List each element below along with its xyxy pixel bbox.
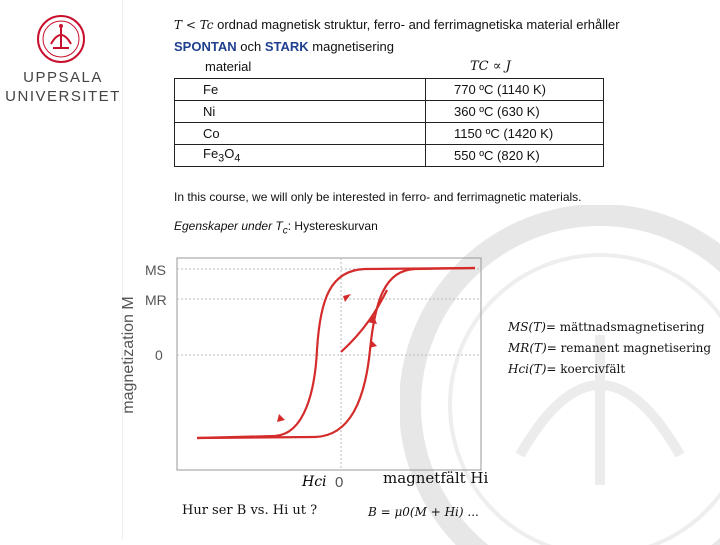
section-subscript: c (282, 225, 288, 237)
course-note: In this course, we will only be interested in ferro- and ferrimagnetic materials. (174, 190, 582, 204)
legend-text: = koercivfält (546, 362, 626, 376)
stark-label: STARK (264, 39, 309, 54)
legend-text: = remanent magnetisering (546, 341, 712, 355)
tc-relation: TC ∝ J (470, 59, 511, 74)
table-row (175, 145, 604, 167)
hci-label: Hci (302, 474, 327, 490)
brand-line-1: UPPSALA (23, 69, 103, 86)
legend-symbol: Hci(T) (508, 362, 547, 376)
section-heading (174, 219, 378, 236)
curie-temperature-table (174, 78, 604, 167)
legend (508, 317, 711, 380)
temperature-cell: 360 ºC (630 K) (426, 101, 604, 123)
header-text-1: ordnad magnetisk struktur, ferro- and ferrimagnetiska material erhåller (217, 17, 620, 32)
hysteresis-curve-ascending (197, 268, 475, 438)
arrow-top (343, 294, 351, 302)
header-line-1 (174, 17, 620, 32)
temperature-cell: 770 ºC (1140 K) (426, 79, 604, 101)
material-cell: Ni (175, 101, 426, 123)
zero-x-label: 0 (335, 474, 344, 491)
table-row (175, 101, 604, 123)
header-line-2 (174, 39, 394, 54)
section-prefix: Egenskaper under T (174, 219, 283, 233)
material-label: material (205, 59, 252, 74)
legend-item-hci (508, 359, 711, 380)
sidebar (0, 0, 122, 540)
legend-symbol: MS(T) (508, 320, 546, 334)
table-row (175, 123, 604, 145)
material-cell: Fe (175, 79, 426, 101)
x-axis-label: magnetfält Hi (383, 469, 489, 487)
hysteresis-figure (115, 250, 495, 495)
formula-part: Fe (203, 146, 219, 162)
y-axis-label: magnetization M (120, 296, 137, 414)
zero-y-label: 0 (155, 347, 163, 363)
magnetisering-label: magnetisering (312, 39, 394, 54)
section-suffix: : Hystereskurvan (287, 219, 378, 233)
formula-subscript: 3 (218, 152, 225, 165)
temperature-cell: 550 ºC (820 K) (426, 145, 604, 167)
legend-text: = mättnadsmagnetisering (545, 320, 705, 334)
brand-line-2: UNIVERSITET (5, 88, 121, 105)
temperature-cell: 1150 ºC (1420 K) (426, 123, 604, 145)
material-cell: Co (175, 123, 426, 145)
formula-part: O (224, 146, 235, 162)
spontan-label: SPONTAN (174, 39, 237, 54)
hysteresis-curve-descending (197, 268, 475, 438)
b-field-formula: B = μ0(M + Hi) ... (368, 505, 479, 519)
university-seal-logo (33, 14, 89, 64)
university-name (4, 68, 122, 106)
legend-item-mr (508, 338, 711, 359)
footer-question: Hur ser B vs. Hi ut ? (182, 503, 318, 518)
legend-item-ms (508, 317, 711, 338)
och-label: och (240, 39, 262, 54)
formula-subscript: 4 (234, 152, 241, 165)
arrow-bottom (277, 414, 285, 422)
legend-symbol: MR(T) (508, 341, 547, 355)
table-row (175, 79, 604, 101)
ms-label: MS (145, 262, 166, 278)
tc-condition: T < Tc (174, 18, 214, 32)
material-cell (175, 145, 426, 167)
mr-label: MR (145, 292, 167, 308)
